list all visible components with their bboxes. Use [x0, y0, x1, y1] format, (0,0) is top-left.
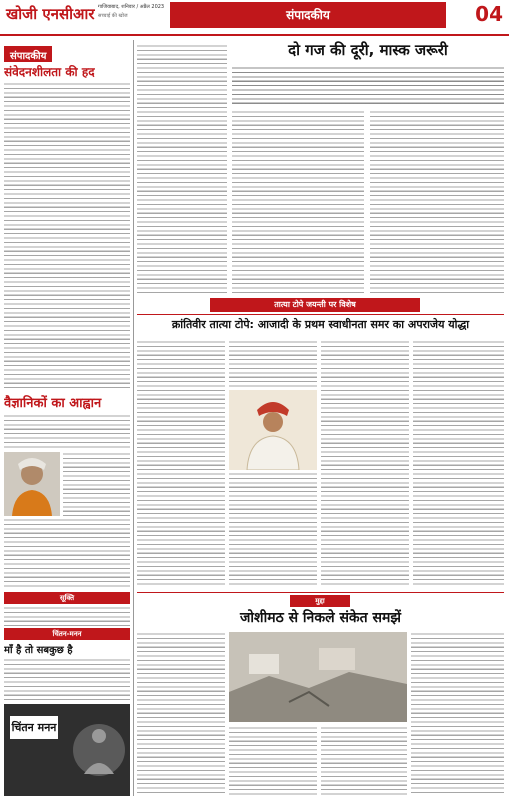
thought-box-text: चिंतन मनन [10, 716, 58, 739]
top-story-col3 [370, 110, 504, 294]
tatya-tope-portrait [229, 390, 317, 470]
feature-title: वैज्ञानिकों का आह्वान [4, 396, 102, 411]
thought-body [4, 658, 130, 702]
feature-body-bottom [4, 518, 130, 588]
issue-col2 [229, 726, 317, 796]
anniversary-col1 [137, 340, 225, 588]
top-story-col1 [137, 44, 227, 294]
anniversary-col2-top [229, 340, 317, 388]
anniversary-col2-bottom [229, 472, 317, 588]
landslide-photo [229, 632, 407, 722]
section-title: संपादकीय [170, 2, 446, 28]
issue-col4 [411, 632, 504, 796]
feature-body-side [63, 452, 130, 516]
brand-name: खोजी एनसीआर [6, 5, 95, 23]
issue-date: गाजियाबाद, शनिवार / अप्रैल 2023 [98, 4, 165, 10]
thought-graphic [4, 704, 130, 796]
editorial-label-box [4, 44, 130, 62]
anniversary-col4 [413, 340, 504, 588]
issue-col1 [137, 632, 225, 796]
joshimath-photo [229, 632, 407, 722]
thought-title: माँ है तो सबकुछ है [4, 645, 73, 656]
issue-label: मुद्दा [290, 595, 350, 607]
anniversary-col3 [321, 340, 409, 588]
tatya-tope-illustration [229, 390, 317, 470]
tagline: सच्चाई की खोज [98, 13, 128, 19]
thought-label: चिंतन-मनन [4, 628, 130, 640]
column-divider [133, 40, 134, 796]
bottom-rule [137, 592, 504, 593]
portrait-icon [4, 452, 60, 516]
top-story-lede [232, 66, 504, 106]
issue-title: जोशीमठ से निकले संकेत समझें [240, 610, 401, 626]
top-story-col2 [232, 110, 364, 294]
section-rule [137, 314, 504, 315]
anniversary-banner: तात्या टोपे जयन्ती पर विशेष [210, 298, 420, 312]
editorial-label: संपादकीय [4, 46, 52, 62]
quote-label: सूक्ति [4, 592, 130, 604]
top-story-title: दो गज की दूरी, मास्क जरूरी [288, 41, 448, 59]
feature-body-top [4, 414, 130, 450]
editorial-body [4, 82, 130, 390]
issue-col3 [321, 726, 407, 796]
quote-body [4, 606, 130, 626]
editorial-title: संवेदनशीलता की हद [4, 65, 95, 79]
anniversary-title: क्रांतिवीर तात्या टोपे: आजादी के प्रथम स्वाधीनता समर का अपराजेय योद्धा [171, 318, 470, 331]
portrait-photo [4, 452, 60, 516]
page-number: 04 [475, 2, 503, 26]
masthead [0, 0, 509, 36]
